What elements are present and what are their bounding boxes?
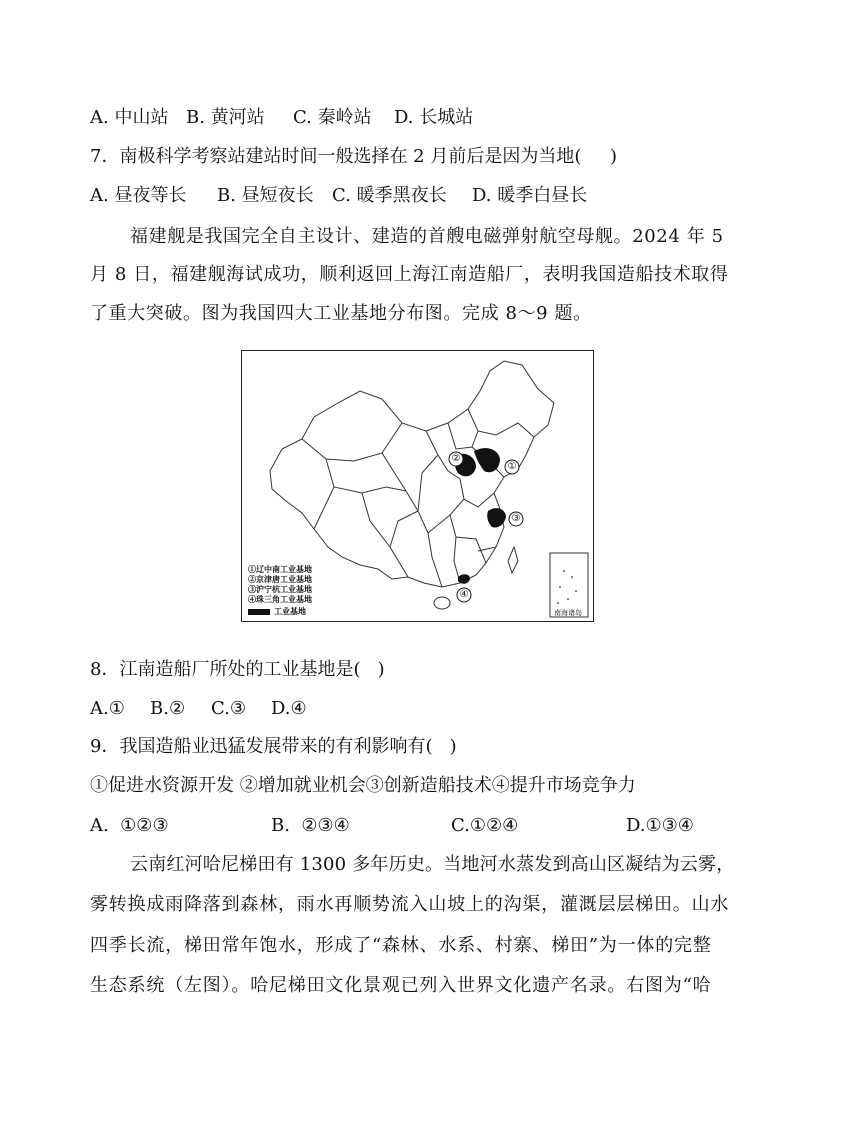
q8-option-b: B.② — [150, 698, 186, 719]
passage2-line-3: 四季长流，梯田常年饱水，形成了“森林、水系、村寨、梯田”为一体的完整 — [90, 935, 712, 956]
marker-3-label: ③ — [511, 513, 521, 524]
q7-option-d: D. 暖季白昼长 — [472, 185, 588, 206]
marker-1-label: ① — [507, 461, 517, 472]
industrial-base-map — [241, 350, 594, 622]
base-liaozhongnan-area — [474, 448, 500, 472]
q9-option-d: D.①③④ — [626, 815, 694, 836]
legend-item-4: ④珠三角工业基地 — [248, 594, 312, 604]
q8-question: 8．江南造船厂所处的工业基地是( ) — [90, 659, 385, 680]
inset-label: 南海诸岛 — [554, 609, 582, 617]
q9-question: 9．我国造船业迅猛发展带来的有利影响有( ) — [90, 736, 457, 757]
passage2-line-4: 生态系统（左图）。哈尼梯田文化景观已列入世界文化遗产名录。右图为“哈 — [90, 975, 712, 996]
marker-4-label: ④ — [459, 589, 469, 600]
q6-option-d: D. 长城站 — [394, 107, 474, 128]
legend-item-1: ①辽中南工业基地 — [248, 564, 312, 574]
q6-option-c: C. 秦岭站 — [293, 107, 372, 128]
legend-item-2: ②京津唐工业基地 — [248, 574, 312, 584]
legend-item-3: ③沪宁杭工业基地 — [248, 584, 312, 594]
q7-option-a: A. 昼夜等长 — [90, 185, 187, 206]
q6-option-a: A. 中山站 — [90, 107, 169, 128]
q7-option-b: B. 昼短夜长 — [217, 185, 314, 206]
q7-question: 7．南极科学考察站建站时间一般选择在 2 月前后是因为当地( ) — [90, 146, 617, 167]
passage1-line-2: 月 8 日，福建舰海试成功，顺利返回上海江南造船厂，表明我国造船技术取得 — [90, 264, 729, 285]
marker-2-label: ② — [451, 453, 461, 464]
q8-option-c: C.③ — [211, 698, 246, 719]
q8-option-d: D.④ — [271, 698, 307, 719]
passage1-line-3: 了重大突破。图为我国四大工业基地分布图。完成 8～9 题。 — [90, 303, 592, 324]
legend-swatch — [248, 609, 270, 615]
passage2-line-2: 雾转换成雨降落到森林，雨水再顺势流入山坡上的沟渠，灌溉层层梯田。山水 — [90, 894, 730, 915]
legend-item-base: 工业基地 — [274, 606, 306, 616]
q8-option-a: A.① — [90, 698, 125, 719]
base-zhusanjiao-area — [458, 574, 470, 584]
q9-option-c: C.①②④ — [451, 815, 519, 836]
q9-statements: ①促进水资源开发 ②增加就业机会③创新造船技术④提升市场竞争力 — [90, 775, 636, 796]
q9-option-a: A. ①②③ — [90, 815, 169, 836]
south-china-sea-inset-box — [550, 553, 588, 617]
q7-option-c: C. 暖季黑夜长 — [332, 185, 447, 206]
passage2-line-1: 云南红河哈尼梯田有 1300 多年历史。当地河水蒸发到高山区凝结为云雾， — [130, 854, 735, 875]
q6-option-b: B. 黄河站 — [186, 107, 265, 128]
q9-option-b: B. ②③④ — [271, 815, 350, 836]
passage1-line-1: 福建舰是我国完全自主设计、建造的首艘电磁弹射航空母舰。2024 年 5 — [130, 226, 724, 247]
